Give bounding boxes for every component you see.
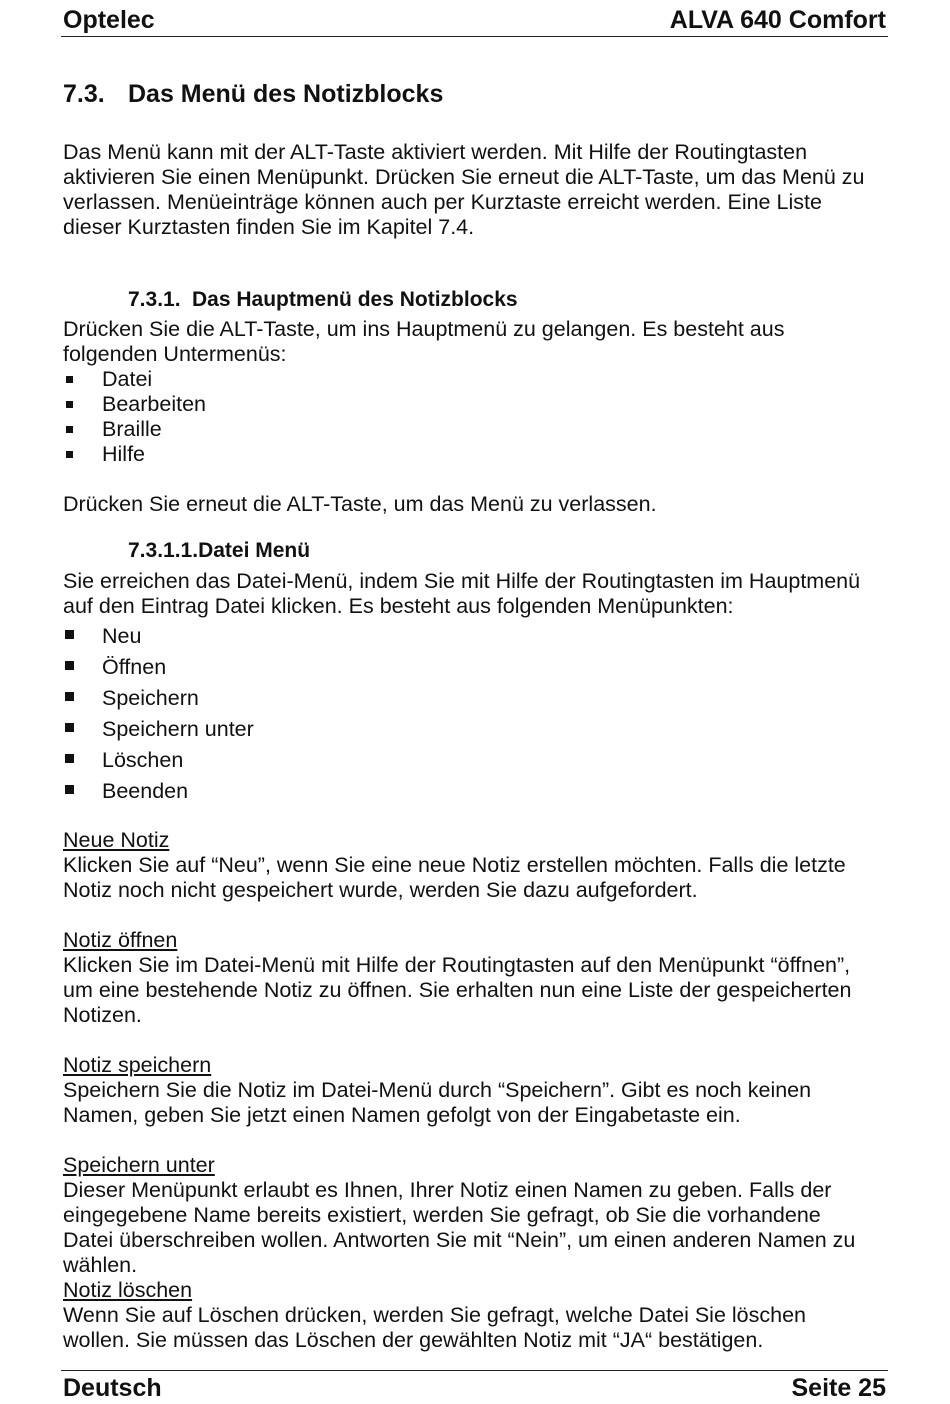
list-item-label: Löschen xyxy=(102,748,184,772)
bullet-icon xyxy=(65,630,74,639)
subsubsection-title: Datei Menü xyxy=(198,539,311,562)
subsection-title: Das Hauptmenü des Notizblocks xyxy=(192,288,518,311)
entry-save-note xyxy=(63,1053,893,1128)
entry-heading: Notiz öffnen xyxy=(63,928,178,952)
list-item-label: Speichern unter xyxy=(102,717,254,741)
section-number: 7.3. xyxy=(63,80,105,108)
file-menu-list xyxy=(63,621,893,807)
list-item xyxy=(63,367,893,392)
subsection-outro xyxy=(63,492,893,517)
bullet-icon xyxy=(65,785,74,794)
header-brand: Optelec xyxy=(63,6,155,34)
bullet-icon xyxy=(66,451,73,458)
section-heading xyxy=(63,78,443,110)
list-item xyxy=(63,417,893,442)
list-item xyxy=(63,442,893,467)
bullet-icon xyxy=(66,401,73,408)
list-item-label: Datei xyxy=(102,367,153,391)
entry-heading: Notiz speichern xyxy=(63,1053,212,1077)
footer-divider xyxy=(61,1370,888,1371)
bullet-icon xyxy=(66,426,73,433)
footer-language: Deutsch xyxy=(63,1374,162,1402)
list-item xyxy=(63,714,893,745)
entry-heading: Speichern unter xyxy=(63,1153,215,1177)
paragraph-line: eingegebene Name bereits existiert, werden Sie gefragt, ob Sie die vorhandene xyxy=(63,1203,821,1227)
section-title: Das Menü des Notizblocks xyxy=(128,80,444,108)
list-item-label: Beenden xyxy=(102,779,189,803)
paragraph-line: aktivieren Sie einen Menüpunkt. Drücken Sie erneut die ALT-Taste, um das Menü zu xyxy=(63,165,865,189)
header-product: ALVA 640 Comfort xyxy=(669,6,886,34)
subsection-body xyxy=(63,317,893,467)
subsubsection-heading xyxy=(128,538,310,563)
list-item xyxy=(63,652,893,683)
subsection-number: 7.3.1. xyxy=(128,288,181,311)
paragraph-line: Das Menü kann mit der ALT-Taste aktiviert werden. Mit Hilfe der Routingtasten xyxy=(63,140,808,164)
paragraph-line: wählen. xyxy=(63,1253,138,1277)
list-item xyxy=(63,776,893,807)
paragraph-line: folgenden Untermenüs: xyxy=(63,342,287,366)
file-menu-list-wrap xyxy=(63,621,893,807)
entry-heading: Notiz löschen xyxy=(63,1278,193,1302)
entry-save-as xyxy=(63,1153,893,1353)
list-item xyxy=(63,621,893,652)
bullet-icon xyxy=(65,661,74,670)
paragraph-line: Namen, geben Sie jetzt einen Namen gefolgt von der Eingabetaste ein. xyxy=(63,1103,741,1127)
list-item-label: Bearbeiten xyxy=(102,392,206,416)
bullet-icon xyxy=(65,754,74,763)
paragraph-line: Datei überschreiben wollen. Antworten Sie mit “Nein”, um einen anderen Namen zu xyxy=(63,1228,856,1252)
paragraph-line: Speichern Sie die Notiz im Datei-Menü durch “Speichern”. Gibt es noch keinen xyxy=(63,1078,812,1102)
subsubsection-body xyxy=(63,569,893,619)
bullet-icon xyxy=(65,692,74,701)
bullet-icon xyxy=(65,723,74,732)
header-divider xyxy=(61,36,888,37)
paragraph-line: dieser Kurztasten finden Sie im Kapitel 7.4. xyxy=(63,215,475,239)
list-item xyxy=(63,745,893,776)
subsubsection-number: 7.3.1.1. xyxy=(128,539,199,562)
paragraph-line: Wenn Sie auf Löschen drücken, werden Sie gefragt, welche Datei Sie löschen xyxy=(63,1303,806,1327)
paragraph-line: Klicken Sie im Datei-Menü mit Hilfe der Routingtasten auf den Menüpunkt “öffnen”, xyxy=(63,953,851,977)
paragraph-line: um eine bestehende Notiz zu öffnen. Sie erhalten nun eine Liste der gespeicherten xyxy=(63,978,852,1002)
paragraph-line: verlassen. Menüeinträge können auch per Kurztaste erreicht werden. Eine Liste xyxy=(63,190,822,214)
list-item-label: Braille xyxy=(102,417,162,441)
list-item-label: Speichern xyxy=(102,686,199,710)
paragraph-line: Notizen. xyxy=(63,1003,142,1027)
paragraph-line: Dieser Menüpunkt erlaubt es Ihnen, Ihrer Notiz einen Namen zu geben. Falls der xyxy=(63,1178,832,1202)
entry-open-note xyxy=(63,928,893,1028)
list-item-label: Hilfe xyxy=(102,442,146,466)
list-item xyxy=(63,392,893,417)
subsection-heading xyxy=(128,287,518,312)
entry-heading: Neue Notiz xyxy=(63,828,170,852)
footer-page-number: Seite 25 xyxy=(791,1374,886,1402)
paragraph-line: Drücken Sie die ALT-Taste, um ins Hauptmenü zu gelangen. Es besteht aus xyxy=(63,317,785,341)
list-item-label: Neu xyxy=(102,624,142,648)
paragraph-line: Notiz noch nicht gespeichert wurde, werden Sie dazu aufgefordert. xyxy=(63,878,698,902)
main-menu-list xyxy=(63,367,893,467)
paragraph-line: Drücken Sie erneut die ALT-Taste, um das Menü zu verlassen. xyxy=(63,492,657,516)
list-item-label: Öffnen xyxy=(102,655,167,679)
bullet-icon xyxy=(66,376,73,383)
section-intro xyxy=(63,140,893,240)
paragraph-line: Sie erreichen das Datei-Menü, indem Sie mit Hilfe der Routingtasten im Hauptmenü xyxy=(63,569,861,593)
paragraph-line: Klicken Sie auf “Neu”, wenn Sie eine neue Notiz erstellen möchten. Falls die letzte xyxy=(63,853,846,877)
list-item xyxy=(63,683,893,714)
entry-new-note xyxy=(63,828,893,903)
paragraph-line: auf den Eintrag Datei klicken. Es besteht aus folgenden Menüpunkten: xyxy=(63,594,734,618)
paragraph-line: wollen. Sie müssen das Löschen der gewählten Notiz mit “JA“ bestätigen. xyxy=(63,1328,764,1352)
